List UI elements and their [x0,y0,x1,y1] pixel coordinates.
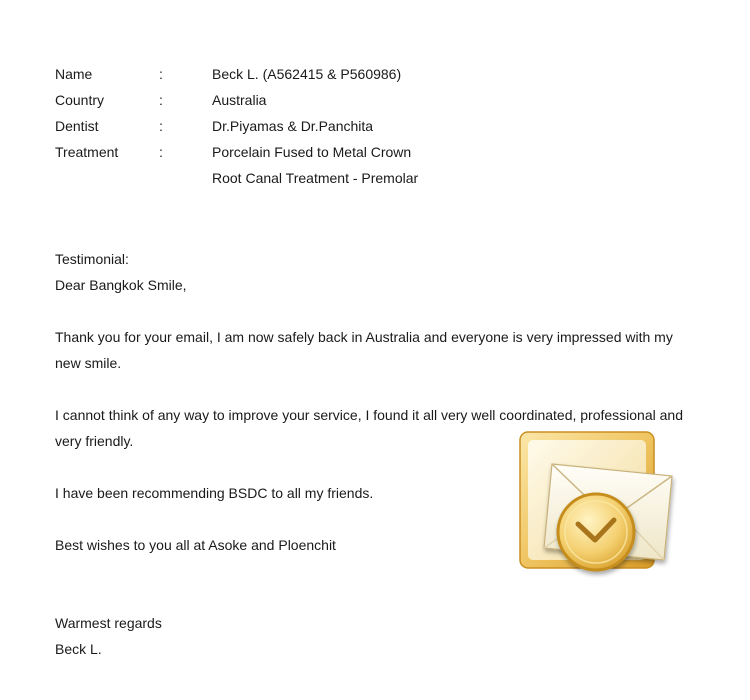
testimonial-heading: Testimonial: [55,251,129,267]
email-envelope-icon [516,428,682,586]
letter-paragraph: I cannot think of any way to improve your service, I found it all very well coordinated, professional and very friendly. [55,407,683,449]
country-label: Country [55,92,105,108]
dentist-value: Dr.Piyamas & Dr.Panchita [212,118,374,134]
dentist-colon: : [159,118,163,134]
letter-closing: Warmest regards [55,615,162,631]
letter-paragraph: Thank you for your email, I am now safely back in Australia and everyone is very impressed with my new smile. [55,329,673,371]
treatment-colon: : [159,144,163,160]
letter-paragraph: I have been recommending BSDC to all my friends. [55,485,374,501]
treatment-value: Porcelain Fused to Metal Crown [212,144,412,160]
country-value: Australia [212,92,267,108]
letter-salutation: Dear Bangkok Smile, [55,277,187,293]
country-colon: : [159,92,163,108]
name-label: Name [55,66,93,82]
dentist-label: Dentist [55,118,99,134]
treatment-label: Treatment [55,144,119,160]
letter-paragraph: Best wishes to you all at Asoke and Ploenchit [55,537,336,553]
name-colon: : [159,66,163,82]
name-value: Beck L. (A562415 & P560986) [212,66,402,82]
letter-signature: Beck L. [55,641,102,657]
treatment-2-value: Root Canal Treatment - Premolar [212,170,419,186]
